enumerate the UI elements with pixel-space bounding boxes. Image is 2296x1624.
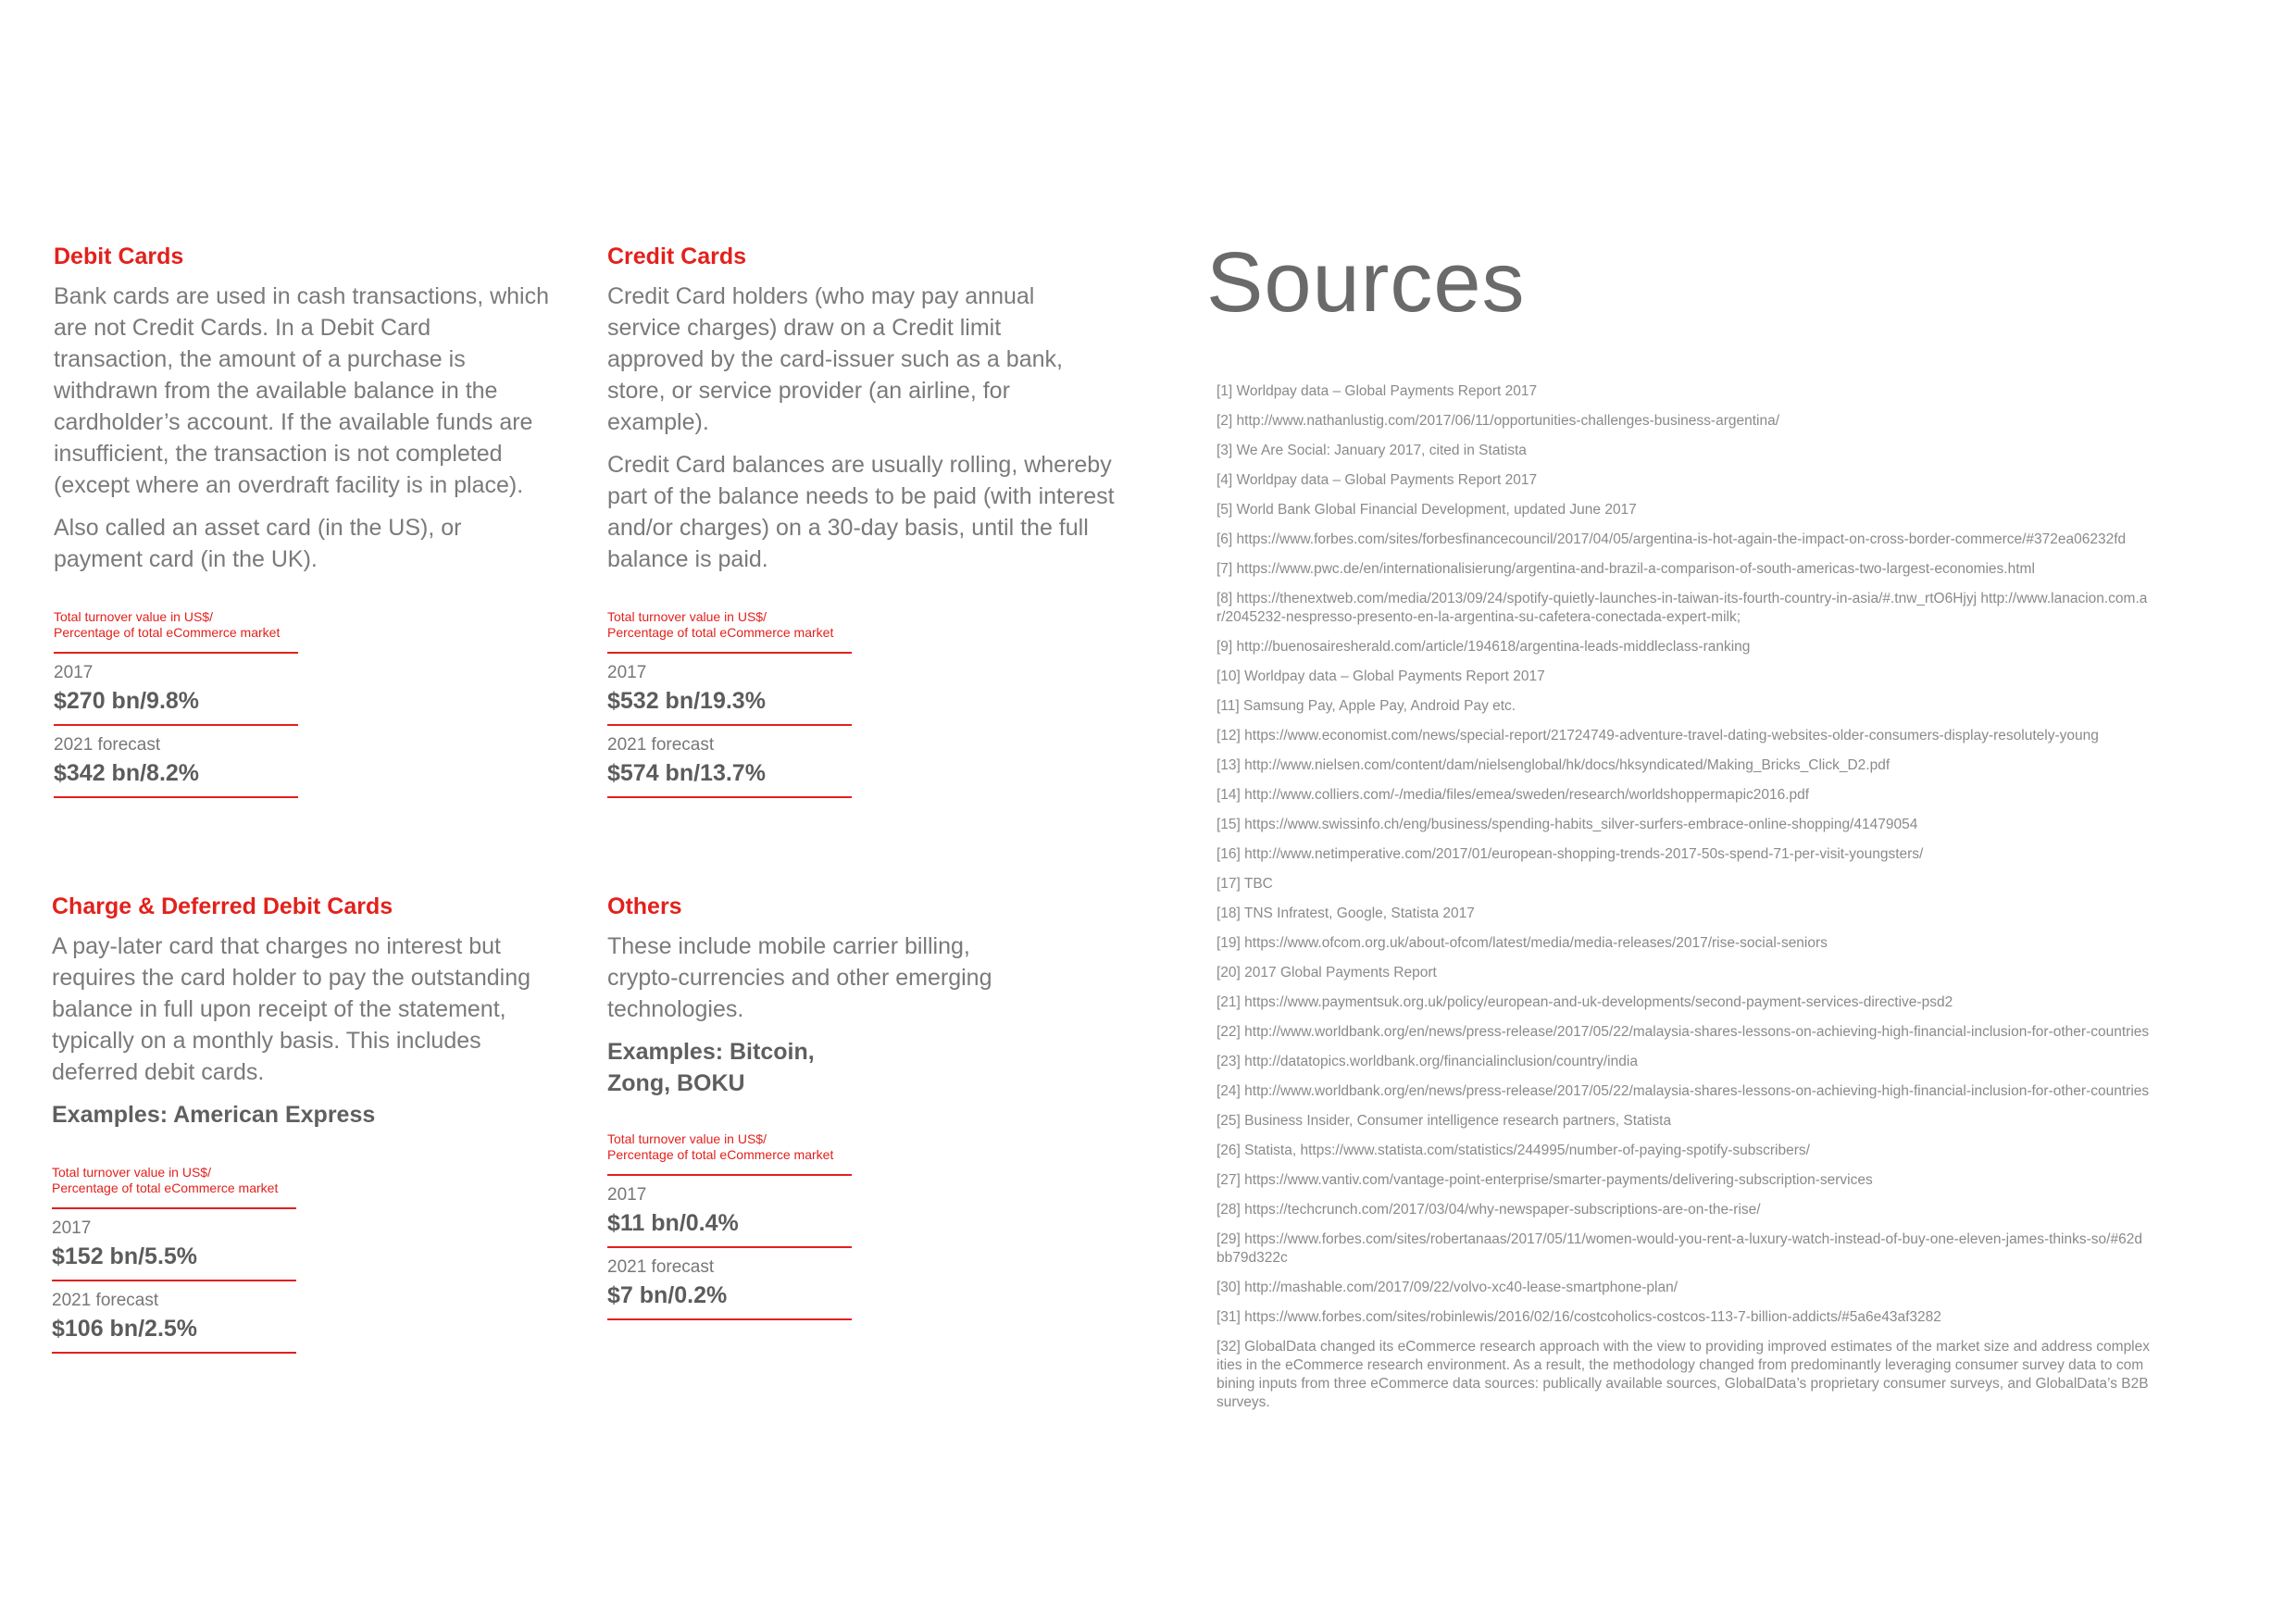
divider [52,1207,296,1209]
others-section [607,892,1015,1099]
source-item: [22] http://www.worldbank.org/en/news/press-release/2017/05/22/malaysia-shares-lessons-on-achieving-high-financial-inclusion-for-other-countries [1217,1024,2150,1040]
divider [607,724,852,726]
stat-label-2017: 2017 [607,663,647,682]
sources-list [1217,382,2150,1423]
source-item: [15] https://www.swissinfo.ch/eng/business/spending-habits_silver-surfers-embrace-online-shopping/41479054 [1217,817,1918,832]
others-examples: Examples: Bitcoin, Zong, BOKU [607,1039,815,1096]
source-item: [26] Statista, https://www.statista.com/statistics/244995/number-of-paying-spotify-subscribers/ [1217,1143,1810,1158]
source-item: [24] http://www.worldbank.org/en/news/press-release/2017/05/22/malaysia-shares-lessons-on-achieving-high-financial-inclusion-for-other-countries [1217,1083,2150,1099]
source-item: [11] Samsung Pay, Apple Pay, Android Pay etc. [1217,698,1516,714]
credit-cards-description: Credit Card holders (who may pay annual service charges) draw on a Credit limit approved by the card-issuer such as a bank, store, or service provider (an airline, for example). [607,283,1063,435]
source-item: [2] http://www.nathanlustig.com/2017/06/11/opportunities-challenges-business-argentina/ [1217,413,1780,429]
credit-cards-title: Credit Cards [607,244,747,269]
source-item: [20] 2017 Global Payments Report [1217,965,1437,981]
divider [607,652,852,654]
divider [607,796,852,798]
divider [54,652,298,654]
debit-cards-alias: Also called an asset card (in the US), or payment card (in the UK). [54,515,462,572]
charge-cards-examples: Examples: American Express [52,1102,376,1128]
source-item: [32] GlobalData changed its eCommerce research approach with the view to providing improved estimates of the market size and address complexities in the eCommerce research environment. As a result, the methodology changed from predominantly leveraging consumer survey data to combining inputs from three eCommerce data sources: publically available sources, GlobalData’s proprietary consumer surveys, and GlobalData’s B2B surveys. [1217,1339,2150,1410]
source-item: [23] http://datatopics.worldbank.org/financialinclusion/country/india [1217,1054,1638,1069]
source-item: [21] https://www.paymentsuk.org.uk/policy/european-and-uk-developments/second-payment-services-directive-psd2 [1217,994,1953,1010]
debit-cards-title: Debit Cards [54,244,184,269]
source-item: [7] https://www.pwc.de/en/internationalisierung/argentina-and-brazil-a-comparison-of-south-americas-two-largest-economies.html [1217,561,2035,577]
source-item: [14] http://www.colliers.com/-/media/files/emea/sweden/research/worldshoppermapic2016.pdf [1217,787,1810,803]
source-item: [3] We Are Social: January 2017, cited in Statista [1217,443,1527,458]
divider [607,1174,852,1176]
stat-label-2021: 2021 forecast [607,735,715,755]
stat-value-2021: $7 bn/0.2% [607,1282,728,1308]
source-item: [31] https://www.forbes.com/sites/robinlewis/2016/02/16/costcoholics-costcos-113-7-billion-addicts/#5a6e43af3282 [1217,1309,1941,1325]
stat-label-2017: 2017 [54,663,94,682]
source-item: [9] http://buenosairesherald.com/article/194618/argentina-leads-middleclass-ranking [1217,639,1751,655]
stats-caption-line1: Total turnover value in US$/ [607,1131,767,1146]
stat-label-2017: 2017 [607,1185,647,1205]
source-item: [19] https://www.ofcom.org.uk/about-ofcom/latest/media/media-releases/2017/rise-social-seniors [1217,935,1828,951]
source-item: [17] TBC [1217,876,1273,892]
stats-caption-line2: Percentage of total eCommerce market [54,625,281,640]
source-item: [6] https://www.forbes.com/sites/forbesfinancecouncil/2017/04/05/argentina-is-hot-again-the-impact-on-cross-border-commerce/#372ea06232fd [1217,531,2127,547]
stats-caption-line2: Percentage of total eCommerce market [52,1181,279,1195]
divider [54,724,298,726]
source-item: [5] World Bank Global Financial Development, updated June 2017 [1217,502,1637,518]
stat-value-2021: $342 bn/8.2% [54,760,200,786]
source-item: [13] http://www.nielsen.com/content/dam/nielsenglobal/hk/docs/hksyndicated/Making_Bricks_Click_D2.pdf [1217,757,1890,773]
charge-cards-description: A pay-later card that charges no interest but requires the card holder to pay the outstanding balance in full upon receipt of the statement, typically on a monthly basis. This includes deferred debit cards. [52,933,531,1085]
debit-cards-section [54,242,554,575]
charge-cards-stats [52,1165,296,1354]
charge-cards-title: Charge & Deferred Debit Cards [52,893,393,919]
stats-caption-line2: Percentage of total eCommerce market [607,625,834,640]
credit-cards-section [607,242,1126,575]
stats-caption-line2: Percentage of total eCommerce market [607,1147,834,1162]
debit-cards-description: Bank cards are used in cash transactions, which are not Credit Cards. In a Debit Card transaction, the amount of a purchase is withdrawn from the available balance in the cardholder’s account. If the available funds are insufficient, the transaction is not completed (except where an overdraft facility is in place). [54,283,549,498]
others-description: These include mobile carrier billing, crypto-currencies and other emerging technologies. [607,933,992,1022]
divider [52,1352,296,1354]
others-stats [607,1131,852,1320]
sources-title: Sources [1206,235,1526,330]
stats-caption-line1: Total turnover value in US$/ [52,1165,211,1180]
stat-value-2017: $532 bn/19.3% [607,688,766,714]
source-item: [28] https://techcrunch.com/2017/03/04/why-newspaper-subscriptions-are-on-the-rise/ [1217,1202,1761,1218]
stat-value-2017: $152 bn/5.5% [52,1243,198,1269]
stat-value-2017: $11 bn/0.4% [607,1210,739,1236]
source-item: [10] Worldpay data – Global Payments Report 2017 [1217,668,1545,684]
stat-label-2021: 2021 forecast [607,1257,715,1277]
credit-cards-balances: Credit Card balances are usually rolling, whereby part of the balance needs to be paid (with interest and/or charges) on a 30-day basis, until the full balance is paid. [607,452,1115,572]
debit-cards-stats [54,609,298,798]
source-item: [16] http://www.netimperative.com/2017/01/european-shopping-trends-2017-50s-spend-71-per-visit-youngsters/ [1217,846,1924,862]
source-item: [29] https://www.forbes.com/sites/robertanaas/2017/05/11/women-would-you-rent-a-luxury-watch-instead-of-buy-one-eleven-james-thinks-so/#62dbb79d322c [1217,1231,2142,1266]
divider [52,1280,296,1281]
stats-caption-line1: Total turnover value in US$/ [54,609,213,624]
source-item: [8] https://thenextweb.com/media/2013/09/24/spotify-quietly-launches-in-taiwan-its-fourth-country-in-asia/#.tnw_rtO6Hjyj http://www.lanacion.com.ar/2045232-nespresso-presento-en-la-argentina-su-cafetera-conectada-expert-milk; [1217,591,2148,625]
source-item: [30] http://mashable.com/2017/09/22/volvo-xc40-lease-smartphone-plan/ [1217,1280,1678,1295]
stat-value-2017: $270 bn/9.8% [54,688,200,714]
stats-caption-line1: Total turnover value in US$/ [607,609,767,624]
credit-cards-stats [607,609,852,798]
stat-label-2021: 2021 forecast [52,1291,159,1310]
stat-value-2021: $106 bn/2.5% [52,1316,198,1342]
divider [607,1246,852,1248]
source-item: [1] Worldpay data – Global Payments Report 2017 [1217,383,1538,399]
stat-value-2021: $574 bn/13.7% [607,760,766,786]
source-item: [27] https://www.vantiv.com/vantage-point-enterprise/smarter-payments/delivering-subscription-services [1217,1172,1873,1188]
divider [607,1318,852,1320]
stat-label-2021: 2021 forecast [54,735,161,755]
divider [54,796,298,798]
source-item: [12] https://www.economist.com/news/special-report/21724749-adventure-travel-dating-websites-older-consumers-display-resolutely-young [1217,728,2099,743]
others-title: Others [607,893,682,919]
charge-cards-section [52,892,552,1131]
stat-label-2017: 2017 [52,1218,92,1238]
source-item: [18] TNS Infratest, Google, Statista 2017 [1217,906,1475,921]
source-item: [25] Business Insider, Consumer intelligence research partners, Statista [1217,1113,1672,1129]
source-item: [4] Worldpay data – Global Payments Report 2017 [1217,472,1538,488]
